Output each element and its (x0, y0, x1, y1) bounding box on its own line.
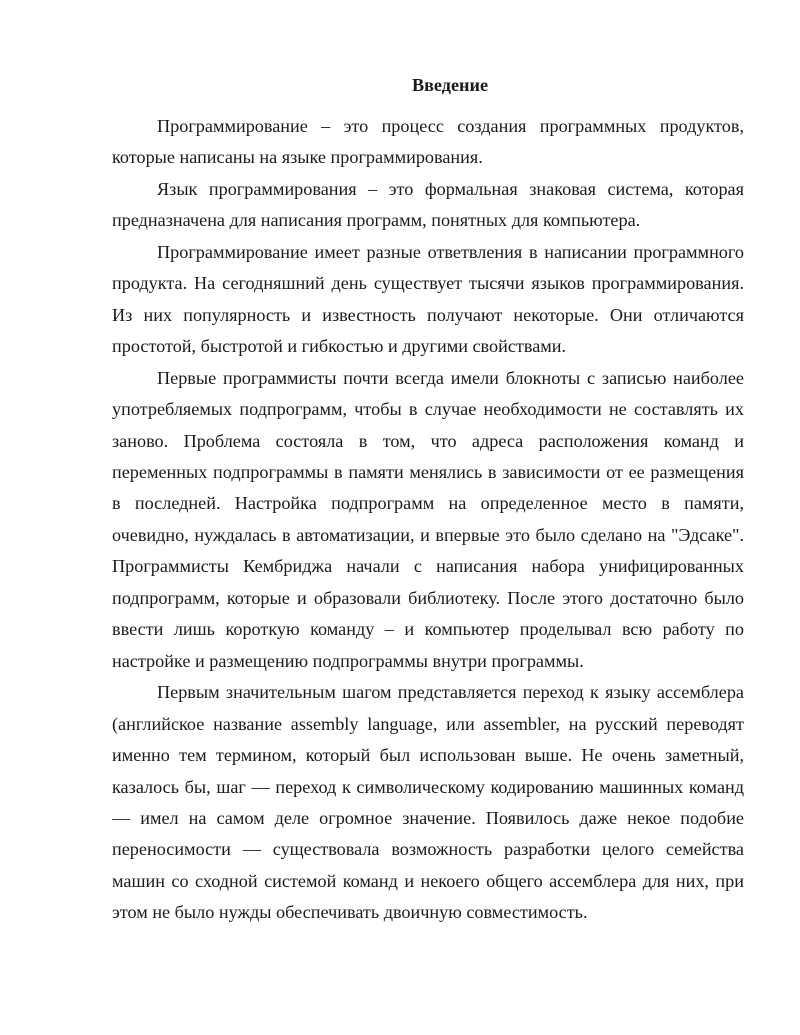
document-body (112, 71, 744, 929)
paragraph-2: Язык программирования – это формальная знаковая система, которая предназначена для написания программ, понятных для компьютера. (112, 178, 744, 231)
paragraph-3: Программирование имеет разные ответвления в написании программного продукта. На сегодняшний день существует тысячи языков программирования. Из них популярность и известность получают некоторые. Они отличаются простотой, быстротой и гибкостью и другими свойствами. (112, 241, 744, 357)
document-title: Введение (411, 75, 489, 95)
paragraph-5: Первым значительным шагом представляется переход к языку ассемблера (английское название assembly language, или assembler, на русский переводят именно тем термином, который был использован выше. Не очень заметный, казалось бы, шаг — переход к символическому кодированию машинных команд — имел на самом деле огромное значение. Появилось даже некое подобие переносимости — существовала возможность разработки целого семейства машин со сходной системой команд и некоего общего ассемблера для них, при этом не было нужды обеспечивать двоичную совместимость. (112, 682, 744, 923)
paragraph-1: Программирование – это процесс создания программных продуктов, которые написаны на языке программирования. (112, 116, 744, 168)
paragraph-4: Первые программисты почти всегда имели блокноты с записью наиболее употребляемых подпрограмм, чтобы в случае необходимости не составлять их заново. Проблема состояла в том, что адреса расположения команд и переменных подпрограммы в памяти менялись в зависимости от ее размещения в последней. Настройка подпрограмм на определенное место в памяти, очевидно, нуждалась в автоматизации, и впервые это было сделано на "Эдсаке". Программисты Кембриджа начали с написания набора унифицированных подпрограмм, которые и образовали библиотеку. После этого достаточно было ввести лишь короткую команду – и компьютер проделывал всю работу по настройке и размещению подпрограммы внутри программы. (112, 367, 744, 671)
